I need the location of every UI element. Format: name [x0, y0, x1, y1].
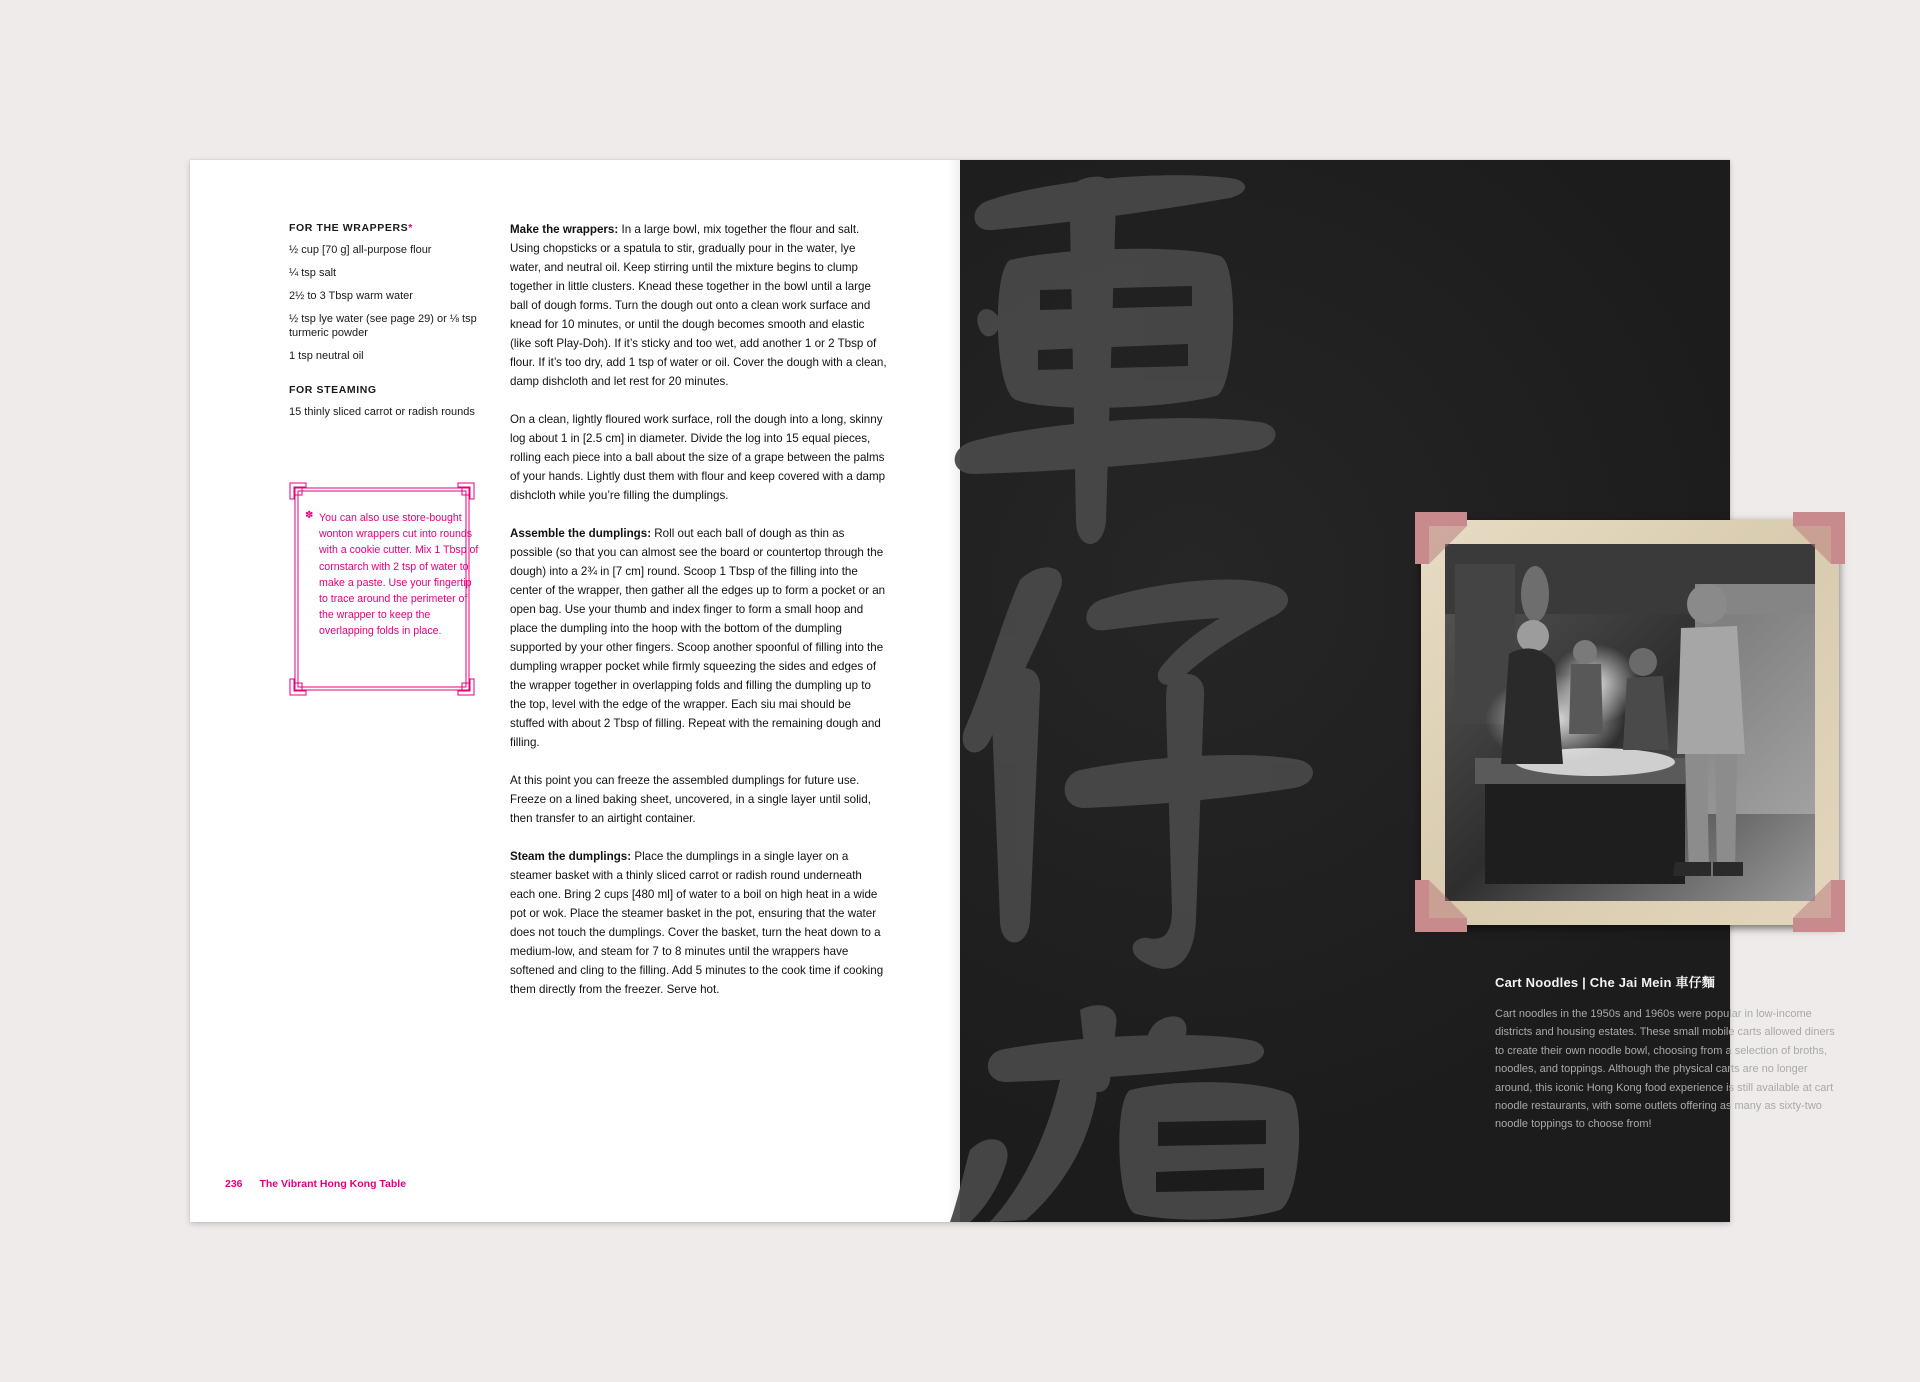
caption-title: Cart Noodles | Che Jai Mein 車仔麵	[1495, 975, 1716, 990]
steaming-heading: FOR STEAMING	[289, 384, 377, 396]
ingredient-item: 2½ to 3 Tbsp warm water	[289, 290, 413, 302]
method-paragraph: Steam the dumplings: Place the dumplings in a single layer on a steamer basket with a thinly sliced carrot or radish round underneath each one. Bring 2 cups [480 ml] of water to a boil on high heat in a wide pot or wok. Place the steamer basket in the pot, ensuring that the water does not touch the dumplings. Cover the basket, turn the heat down to a medium-low, and steam for 7 to 8 minutes until the wrappers have softened and cling to the filling. Add 5 minutes to the cook time if cooking them directly from the freezer. Serve hot.	[510, 850, 884, 996]
method-paragraph: At this point you can freeze the assembled dumplings for future use. Freeze on a lined baking sheet, uncovered, in a single layer until solid, then transfer to an airtight container.	[510, 774, 871, 825]
method-paragraph: Assemble the dumplings: Roll out each ball of dough as thin as possible (so that you can almost see the board or countertop through the dough) into a 2¾ in [7 cm] round. Scoop 1 Tbsp of the filling into the center of the wrapper, then gather all the edges up to form a pocket or an open bag. Use your thumb and index finger to form a small hoop and place the dumpling into the hoop with the bottom of the dumpling supported by your other fingers. Scoop another spoonful of filling into the dumpling wrapper pocket while firmly squeezing the sides and edges of the wrapper together in overlapping folds and filling the dumpling up to the top, level with the edge of the wrapper. Each siu mai should be stuffed with about 2 Tbsp of filling. Repeat with the remaining dough and filling.	[510, 527, 886, 749]
page-number: 236	[225, 1178, 243, 1190]
photo-corner-icon	[1415, 880, 1467, 932]
tip-box	[289, 482, 479, 696]
book-spread	[190, 160, 1835, 1222]
ingredient-item: 15 thinly sliced carrot or radish rounds	[289, 406, 475, 418]
tip-text: You can also use store-bought wonton wrappers cut into rounds with a cookie cutter. Mix 1 Tbsp of cornstarch with 2 tsp of water to make a paste. Use your fingertip to trace around the perimeter of the wrapper to keep the overlapping folds in place.	[319, 512, 479, 638]
caption-body: Cart noodles in the 1950s and 1960s were popular in low-income districts and housing estates. These small mobile carts allowed diners to create their own noodle bowl, choosing from a selection of broths, noodles, and toppings. Although the physical carts are no longer around, this iconic Hong Kong food experience is still available at cart noodle restaurants, with some outlets offering as many as sixty-two noodle toppings to choose from!	[1495, 1008, 1835, 1131]
tip-marker: ✽	[305, 510, 314, 521]
method-paragraph: Make the wrappers: In a large bowl, mix together the flour and salt. Using chopsticks or a spatula to stir, gradually pour in the water, lye water, and neutral oil. Keep stirring until the mixture begins to clump together in little clusters. Knead these together in the bowl until a large ball of dough forms. Turn the dough out onto a clean work surface and knead for 10 minutes, or until the dough becomes smooth and elastic (like soft Play-Doh). If it’s sticky and too wet, add another 1 or 2 Tbsp of flour. If it’s too dry, add 1 tsp of water or oil. Cover the dough with a clean, damp dishcloth and let rest for 20 minutes.	[510, 223, 887, 388]
ingredient-list	[289, 222, 479, 428]
photo-corner-icon	[1793, 880, 1845, 932]
calligraphy-artwork	[930, 160, 1330, 1222]
ingredient-item: ¼ tsp salt	[289, 267, 337, 279]
photo-corner-icon	[1793, 512, 1845, 564]
ingredient-item: ½ tsp lye water (see page 29) or ⅛ tsp turmeric powder	[289, 313, 477, 339]
ingredient-item: 1 tsp neutral oil	[289, 350, 364, 362]
page-footer	[225, 1178, 406, 1190]
book-title: The Vibrant Hong Kong Table	[259, 1178, 407, 1190]
photo-caption	[1495, 972, 1835, 1134]
cart-noodle-photo	[1445, 544, 1815, 901]
recipe-method	[510, 220, 888, 1018]
method-paragraph: On a clean, lightly floured work surface, roll the dough into a long, skinny log about 1 in [2.5 cm] in diameter. Divide the log into 15 equal pieces, rolling each piece into a ball about the size of a grape between the palms of your hands. Lightly dust them with flour and keep covered with a damp dishcloth while you’re filling the dumplings.	[510, 413, 886, 502]
wrappers-heading: FOR THE WRAPPERS*	[289, 222, 413, 234]
photo-corner-icon	[1415, 512, 1467, 564]
ingredient-item: ½ cup [70 g] all-purpose flour	[289, 244, 432, 256]
vintage-photo	[1415, 512, 1845, 932]
footnote-asterisk: *	[408, 222, 413, 234]
left-page	[190, 160, 960, 1222]
right-page	[960, 160, 1835, 1222]
